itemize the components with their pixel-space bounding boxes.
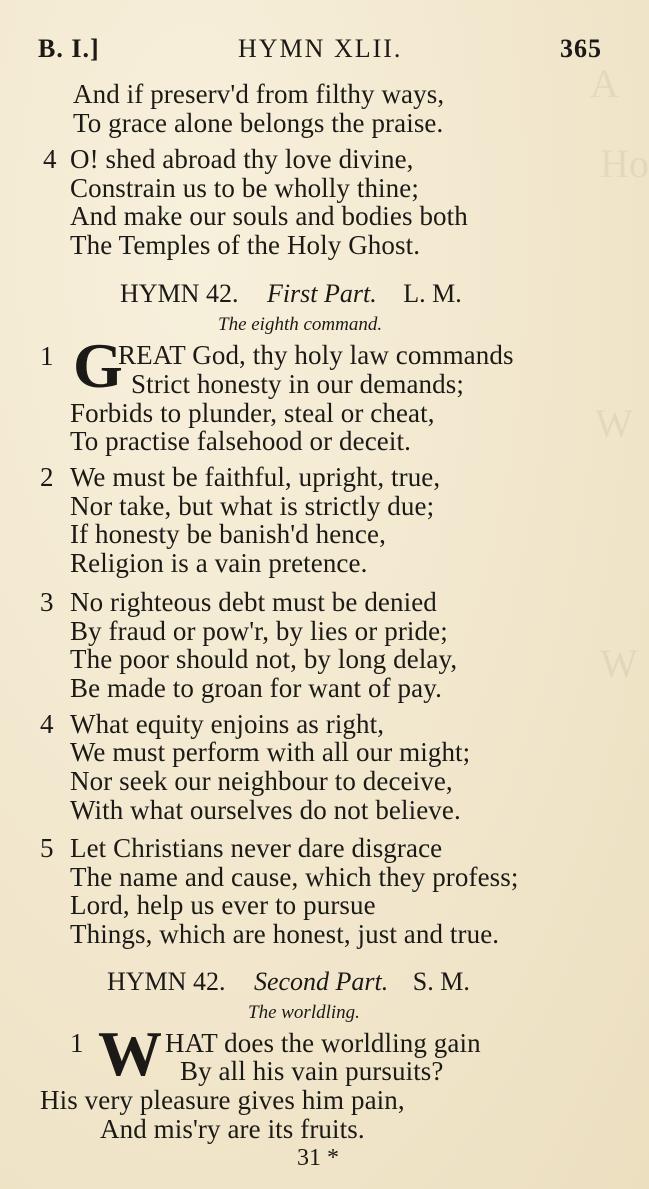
- verse-line: The Temples of the Holy Ghost.: [70, 230, 421, 260]
- drop-cap: W: [98, 1018, 162, 1089]
- verse-line: Nor seek our neighbour to deceive,: [70, 766, 453, 796]
- verse-line: To practise falsehood or deceit.: [70, 426, 411, 456]
- verse-line: Things, which are honest, just and true.: [70, 919, 500, 949]
- verse-line: Forbids to plunder, steal or cheat,: [70, 398, 435, 428]
- verse-line: Constrain us to be wholly thine;: [70, 173, 419, 203]
- verse-line: By all his vain pursuits?: [180, 1056, 444, 1086]
- verse-line: His very pleasure gives him pain,: [40, 1085, 405, 1115]
- hymn-title: [120, 279, 462, 309]
- stanza-number: 5: [40, 833, 54, 863]
- page-number: 365: [560, 34, 602, 63]
- verse-line: We must perform with all our might;: [70, 737, 471, 767]
- hymn-subtitle: The worldling.: [248, 1002, 360, 1023]
- stanza-number: 4: [40, 709, 54, 739]
- running-head-left: B. I.]: [38, 34, 100, 63]
- verse-line: Religion is a vain pretence.: [70, 548, 368, 578]
- verse-line: Be made to groan for want of pay.: [70, 673, 442, 703]
- stanza-number: 1: [40, 341, 54, 371]
- hymn-meter: L. M.: [403, 279, 462, 308]
- verse-line: HAT does the worldling gain: [165, 1028, 481, 1058]
- bleed-through: W: [600, 641, 638, 686]
- stanza-number: 3: [40, 587, 54, 617]
- verse-line: The poor should not, by long delay,: [70, 644, 458, 674]
- stanza-number: 4: [43, 144, 57, 174]
- hymn-meter: S. M.: [412, 967, 470, 996]
- verse-line: Let Christians never dare disgrace: [70, 833, 443, 863]
- verse-line: By fraud or pow'r, by lies or pride;: [70, 616, 448, 646]
- verse-line: O! shed abroad thy love divine,: [70, 144, 414, 174]
- running-head-title: HYMN XLII.: [238, 34, 403, 63]
- verse-line: We must be faithful, upright, true,: [70, 462, 441, 492]
- verse-line: And make our souls and bodies both: [70, 201, 468, 231]
- bleed-through: A: [590, 61, 619, 106]
- verse-line: And if preserv'd from filthy ways,: [73, 79, 445, 109]
- verse-line: The name and cause, which they profess;: [70, 862, 519, 892]
- hymn-subtitle: The eighth command.: [218, 314, 383, 335]
- verse-line: REAT God, thy holy law commands: [118, 340, 514, 370]
- signature-mark: 31 *: [297, 1145, 339, 1171]
- stanza-number: 2: [40, 462, 54, 492]
- hymn-number: HYMN 42.: [120, 279, 239, 308]
- verse-line: To grace alone belongs the praise.: [73, 108, 444, 138]
- bleed-through: Ho: [600, 141, 649, 186]
- bleed-through: W: [595, 401, 633, 446]
- verse-line: Strict honesty in our demands;: [131, 369, 464, 399]
- hymn-title: [107, 967, 470, 997]
- hymn-part: Second Part.: [253, 967, 389, 996]
- verse-line: And mis'ry are its fruits.: [100, 1114, 365, 1144]
- verse-line: No righteous debt must be denied: [70, 587, 437, 617]
- hymn-part: First Part.: [266, 279, 377, 308]
- verse-line: With what ourselves do not believe.: [70, 795, 461, 825]
- verse-line: Nor take, but what is strictly due;: [70, 491, 435, 521]
- verse-line: If honesty be banish'd hence,: [70, 519, 386, 549]
- verse-line: What equity enjoins as right,: [70, 709, 385, 739]
- verse-line: Lord, help us ever to pursue: [70, 890, 376, 920]
- drop-cap: G: [73, 330, 123, 401]
- hymn-number: HYMN 42.: [107, 967, 226, 996]
- stanza-number: 1: [70, 1028, 84, 1058]
